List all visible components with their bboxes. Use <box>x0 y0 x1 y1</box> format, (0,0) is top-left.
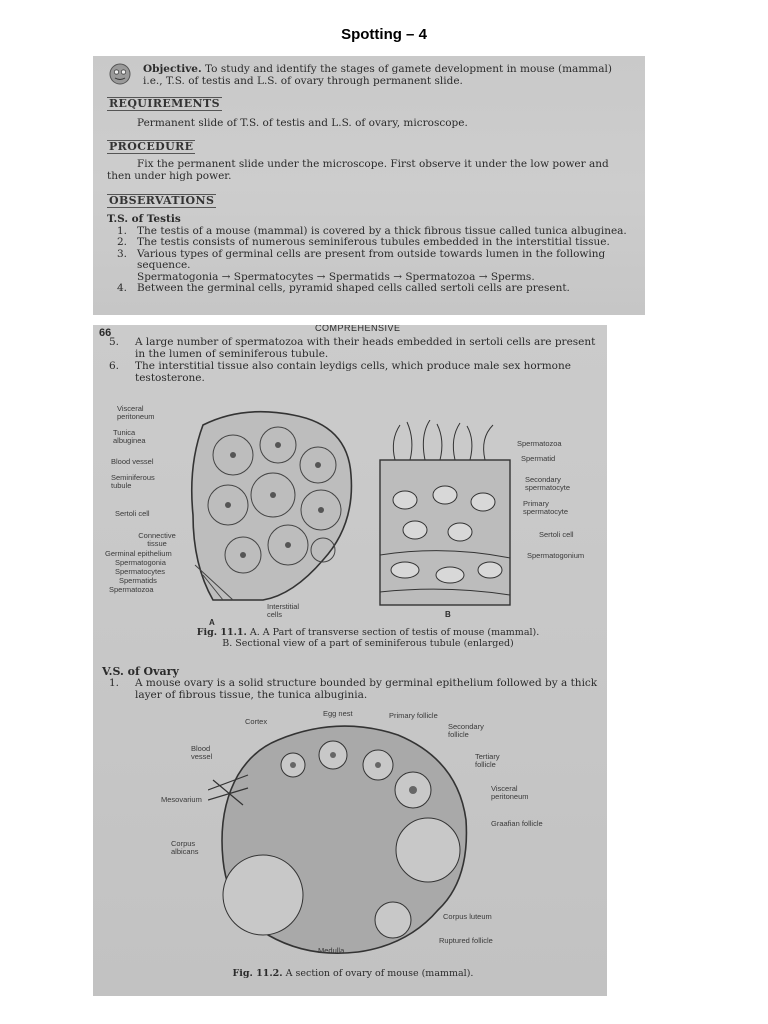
list-item: 1. The testis of a mouse (mammal) is covered by a thick fibrous tissue called tunica albuginea. <box>116 224 627 237</box>
label-visceral-peritoneum: Visceral peritoneum <box>117 404 155 421</box>
seminiferous-tubule-illustration <box>375 420 515 610</box>
objective-icon <box>107 62 133 86</box>
label-spermatids: Spermatids <box>119 576 157 585</box>
observations-continued <box>109 337 603 385</box>
running-head: COMPREHENSIVE <box>315 325 401 333</box>
label-corpus-luteum: Corpus luteum <box>443 912 492 921</box>
observations-list <box>107 214 627 295</box>
label-tunica-albuginea: Tunica albuginea <box>113 428 146 445</box>
label-graafian-follicle: Graafian follicle <box>491 819 543 828</box>
label-spermatogonia: Spermatogonia <box>115 558 166 567</box>
label-spermatogonium: Spermatogonium <box>527 551 585 560</box>
label-spermatozoa-right: Spermatozoa <box>517 439 562 448</box>
requirements-text: Permanent slide of T.S. of testis and L.S. of ovary, microscope. <box>137 117 468 129</box>
ovary-heading: V.S. of Ovary <box>102 665 179 678</box>
textbook-photo-bottom <box>93 325 607 996</box>
label-mesovarium: Mesovarium <box>161 795 202 804</box>
objective-text <box>143 63 613 87</box>
figure-letter-a: A <box>209 618 215 627</box>
procedure-line-2: then under high power. <box>107 170 232 182</box>
label-primary-spermatocyte: Primary spermatocyte <box>523 499 569 516</box>
list-item: 5. A large number of spermatozoa with their heads embedded in sertoli cells are present in the lumen of seminiferous tubule. <box>109 336 596 360</box>
requirements-heading: REQUIREMENTS <box>109 97 220 110</box>
objective-label: Objective. <box>143 63 202 75</box>
list-item: 1. A mouse ovary is a solid structure bounded by germinal epithelium followed by a thick layer of fibrous tissue, the tunica albuginia. <box>109 677 598 701</box>
label-primary-follicle: Primary follicle <box>389 711 438 720</box>
list-item: 2. The testis consists of numerous seminiferous tubules embedded in the interstitial tissue. <box>116 236 610 248</box>
label-blood-vessel: Blood vessel <box>111 457 154 466</box>
list-item: 6. The interstitial tissue also contain leydigs cells, which produce male sex hormone testosterone. <box>109 360 571 384</box>
label-egg-nest: Egg nest <box>323 709 353 718</box>
label-tertiary-follicle: Tertiary follicle <box>475 752 500 769</box>
procedure-line-1: Fix the permanent slide under the microscope. First observe it under the low power and <box>137 158 609 170</box>
label-spermatocytes: Spermatocytes <box>115 567 166 576</box>
list-item: Spermatogonia → Spermatocytes → Spermatids → Spermatozoa → Sperms. <box>137 270 535 283</box>
label-medulla: Medulla <box>318 946 345 955</box>
label-ruptured-follicle: Ruptured follicle <box>439 936 493 945</box>
label-secondary-follicle: Secondary follicle <box>448 722 484 739</box>
label-sertoli-cell-left: Sertoli cell <box>115 509 150 518</box>
ovary-section-illustration <box>208 717 473 960</box>
label-interstitial-cells: Interstitial cells <box>267 602 300 619</box>
label-sertoli-cell-right: Sertoli cell <box>539 530 574 539</box>
ts-testis-heading: T.S. of Testis <box>107 213 181 225</box>
label-spermatozoa-left: Spermatozoa <box>109 585 154 594</box>
label-visceral-peritoneum-ovary: Visceral peritoneum <box>491 784 529 801</box>
objective-body: To study and identify the stages of gamete development in mouse (mammal) i.e., T.S. of testis and L.S. of ovary through permanent slide. <box>143 63 612 87</box>
procedure-heading: PROCEDURE <box>109 140 194 153</box>
label-secondary-spermatocyte: Secondary spermatocyte <box>525 475 571 492</box>
page-title: Spotting – 4 <box>341 26 427 43</box>
page-number: 66 <box>99 327 112 339</box>
label-seminiferous-tubule: Seminiferous tubule <box>111 473 155 490</box>
label-connective-tissue: Connective tissue <box>138 531 176 548</box>
observations-heading: OBSERVATIONS <box>109 194 215 207</box>
figure-11-1-caption: Fig. 11.1. A. A Part of transverse section of testis of mouse (mammal). B. Sectional view of a part of seminiferous tubule (enlarged) <box>196 627 540 649</box>
list-item: 3. Various types of germinal cells are present from outside towards lumen in the following sequence. <box>116 247 606 271</box>
figure-letter-b: B <box>445 610 451 619</box>
label-germinal-epithelium: Germinal epithelium <box>105 549 172 558</box>
list-item: 4. Between the germinal cells, pyramid shaped cells called sertoli cells are present. <box>116 282 570 294</box>
label-blood-vessel-ovary: Blood vessel <box>191 744 213 761</box>
testis-section-illustration <box>173 405 363 605</box>
label-spermatid: Spermatid <box>521 454 556 463</box>
figure-11-2-caption: Fig. 11.2. A section of ovary of mouse (mammal). <box>232 968 474 979</box>
textbook-photo-top <box>93 56 645 315</box>
label-corpus-albicans: Corpus albicans <box>171 839 199 856</box>
label-cortex: Cortex <box>245 717 268 726</box>
